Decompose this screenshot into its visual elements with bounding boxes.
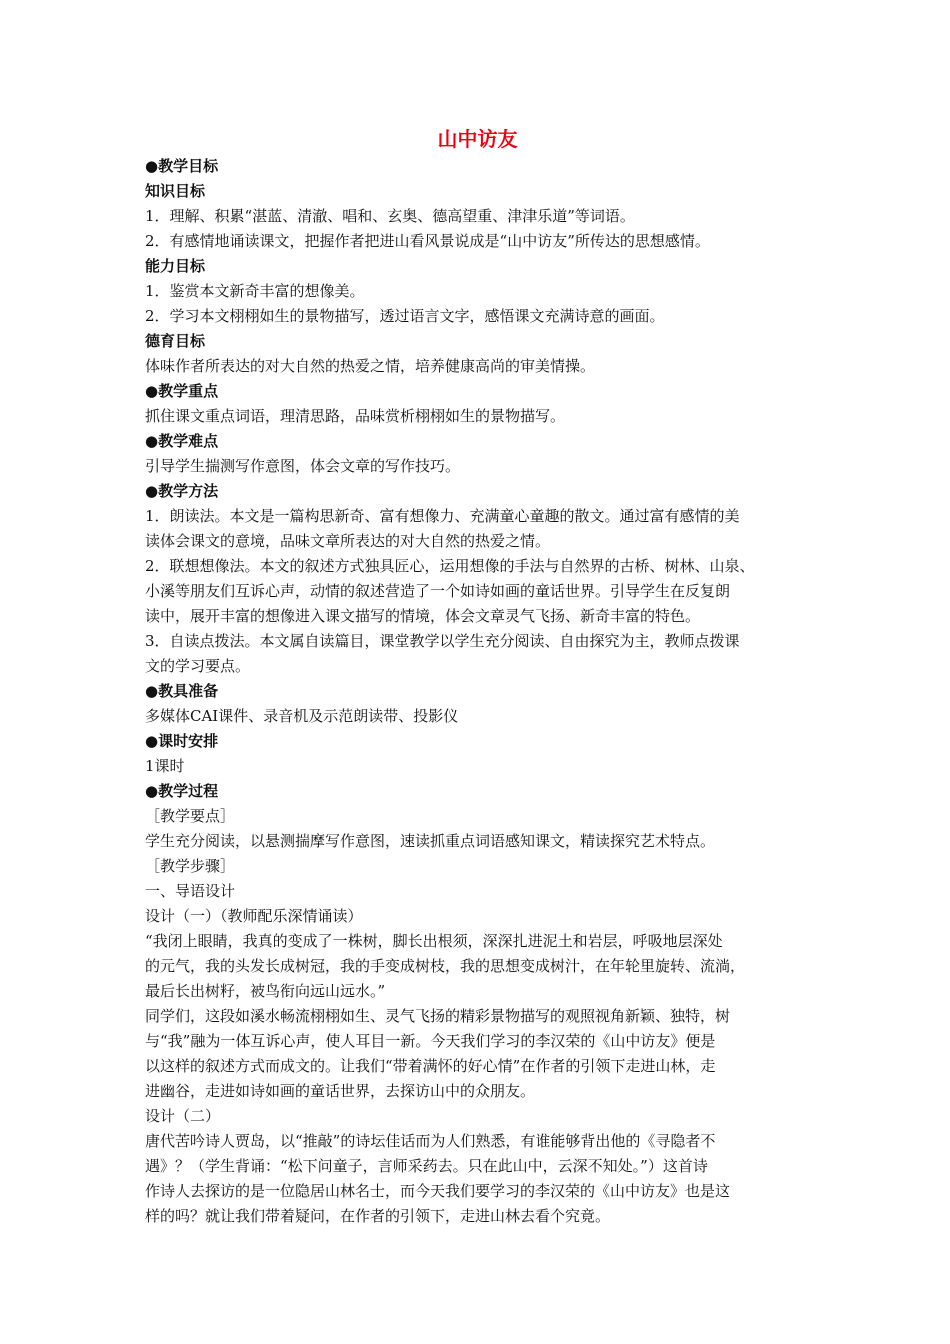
text-line: 读体会课文的意境，品味文章所表达的对大自然的热爱之情。 bbox=[145, 532, 551, 550]
text-line: 一、导语设计 bbox=[145, 882, 236, 900]
text-line: 1．理解、积累“湛蓝、清澈、唱和、玄奥、德高望重、津津乐道”等词语。 bbox=[145, 207, 635, 225]
text-line: 1．朗读法。本文是一篇构思新奇、富有想像力、充满童心童趣的散文。通过富有感情的美 bbox=[145, 507, 740, 525]
document-title: 山中访友 bbox=[437, 127, 518, 151]
text-line: 2．有感情地诵读课文，把握作者把进山看风景说成是“山中访友”所传达的思想感情。 bbox=[145, 232, 710, 250]
text-line: 与“我”融为一体互诉心声，使人耳目一新。今天我们学习的李汉荣的《山中访友》便是 bbox=[145, 1032, 716, 1050]
text-line: 1课时 bbox=[145, 757, 185, 775]
text-line: 3．自读点拨法。本文属自读篇目，课堂教学以学生充分阅读、自由探究为主，教师点拨课 bbox=[145, 632, 740, 650]
text-line: 2．联想想像法。本文的叙述方式独具匠心，运用想像的手法与自然界的古桥、树林、山泉、 bbox=[145, 557, 755, 575]
section-heading: 能力目标 bbox=[145, 257, 206, 275]
text-line: 最后长出树籽，被鸟衔向远山远水。” bbox=[145, 982, 386, 1000]
text-line: 的元气，我的头发长成树冠，我的手变成树枝，我的思想变成树汁，在年轮里旋转、流淌， bbox=[145, 957, 746, 975]
text-line: 文的学习要点。 bbox=[145, 657, 251, 675]
section-heading: ●教学目标 bbox=[145, 157, 219, 175]
text-line: 学生充分阅读，以悬测揣摩写作意图，速读抓重点词语感知课文，精读探究艺术特点。 bbox=[145, 832, 716, 850]
text-line: ［教学要点］ bbox=[145, 807, 236, 825]
section-heading: ●教学重点 bbox=[145, 382, 219, 400]
text-line: 设计（二） bbox=[145, 1107, 221, 1125]
text-line: 1．鉴赏本文新奇丰富的想像美。 bbox=[145, 282, 365, 300]
text-line: 引导学生揣测写作意图，体会文章的写作技巧。 bbox=[145, 457, 461, 475]
section-heading: ●教具准备 bbox=[145, 682, 219, 700]
section-heading: 知识目标 bbox=[145, 182, 206, 200]
text-line: 唐代苦吟诗人贾岛，以“推敲”的诗坛佳话而为人们熟悉，有谁能够背出他的《寻隐者不 bbox=[145, 1132, 716, 1150]
text-line: 同学们，这段如溪水畅流栩栩如生、灵气飞扬的精彩景物描写的观照视角新颖、独特，树 bbox=[145, 1007, 731, 1025]
text-line: 体味作者所表达的对大自然的热爱之情，培养健康高尚的审美情操。 bbox=[145, 357, 596, 375]
text-line: 读中，展开丰富的想像进入课文描写的情境，体会文章灵气飞扬、新奇丰富的特色。 bbox=[145, 607, 701, 625]
text-line: “我闭上眼睛，我真的变成了一株树，脚长出根须，深深扎进泥土和岩层，呼吸地层深处 bbox=[145, 932, 723, 950]
section-heading: ●教学方法 bbox=[145, 482, 219, 500]
text-line: 作诗人去探访的是一位隐居山林名士，而今天我们要学习的李汉荣的《山中访友》也是这 bbox=[145, 1182, 731, 1200]
document-body bbox=[145, 154, 810, 1229]
text-line: 设计（一）（教师配乐深情诵读） bbox=[145, 907, 363, 925]
text-line: 抓住课文重点词语，理清思路，品味赏析栩栩如生的景物描写。 bbox=[145, 407, 566, 425]
section-heading: ●教学过程 bbox=[145, 782, 219, 800]
document-page bbox=[145, 124, 810, 1229]
text-line: 多媒体CAI课件、录音机及示范朗读带、投影仪 bbox=[145, 707, 459, 725]
text-line: 小溪等朋友们互诉心声，动情的叙述营造了一个如诗如画的童话世界。引导学生在反复朗 bbox=[145, 582, 731, 600]
text-line: 以这样的叙述方式而成文的。让我们“带着满怀的好心情”在作者的引领下走进山林，走 bbox=[145, 1057, 716, 1075]
section-heading: ●教学难点 bbox=[145, 432, 219, 450]
text-line: 样的吗？就让我们带着疑问，在作者的引领下，走进山林去看个究竟。 bbox=[145, 1207, 611, 1225]
text-line: ［教学步骤］ bbox=[145, 857, 236, 875]
text-line: 进幽谷，走进如诗如画的童话世界，去探访山中的众朋友。 bbox=[145, 1082, 536, 1100]
text-line: 2．学习本文栩栩如生的景物描写，透过语言文字，感悟课文充满诗意的画面。 bbox=[145, 307, 665, 325]
section-heading: 德育目标 bbox=[145, 332, 206, 350]
section-heading: ●课时安排 bbox=[145, 732, 219, 750]
text-line: 遇》？（学生背诵：“松下问童子，言师采药去。只在此山中，云深不知处。”）这首诗 bbox=[145, 1157, 708, 1175]
